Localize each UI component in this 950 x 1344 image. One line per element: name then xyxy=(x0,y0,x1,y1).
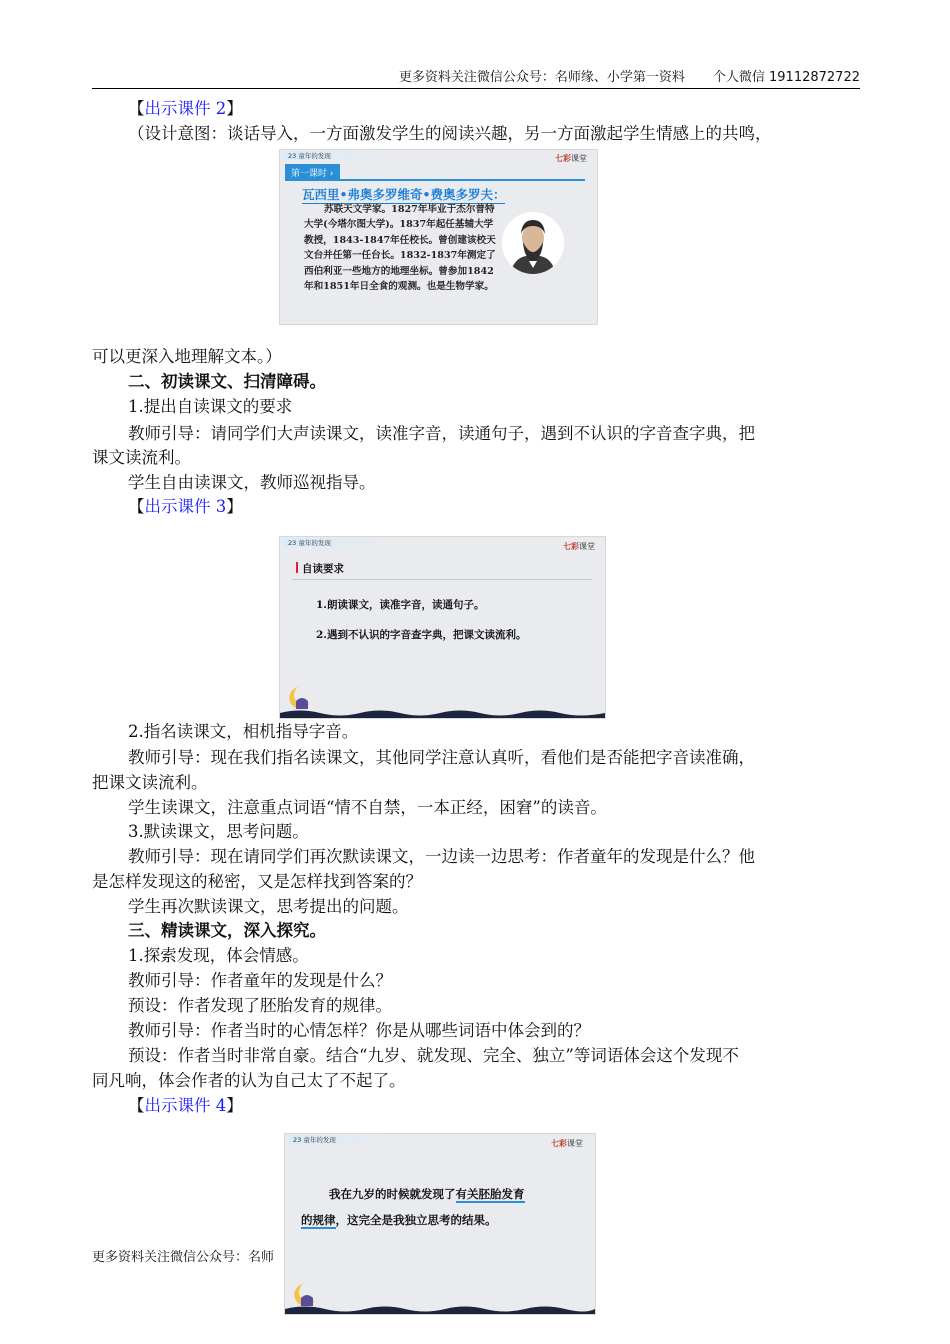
bracket-open: 【 xyxy=(128,99,145,118)
slide-topbar xyxy=(280,150,597,160)
divider xyxy=(292,579,592,580)
slide-3-line-2 xyxy=(301,1212,497,1228)
paragraph-11: 教师引导：作者童年的发现是什么？ xyxy=(128,971,392,990)
slide-3-underline-2: 的规律 xyxy=(301,1213,336,1227)
bracket-open: 【 xyxy=(128,497,145,516)
slide-2-item-1: 1.朗读课文，读准字音，读通句子。 xyxy=(316,599,485,611)
logo-main: 七彩 xyxy=(563,542,579,551)
bracket-open: 【 xyxy=(128,1096,145,1115)
paragraph-12: 预设：作者发现了胚胎发育的规律。 xyxy=(128,996,392,1015)
slide-topbar xyxy=(285,1134,595,1144)
footer-text: 更多资料关注微信公众号：名师 xyxy=(92,1250,275,1265)
logo-main: 七彩 xyxy=(551,1139,567,1148)
slide-2-heading xyxy=(296,561,344,576)
heading-bar xyxy=(296,562,298,573)
slide-topbar-title: 23 童年的发现 xyxy=(289,1135,396,1144)
paragraph-8a: 教师引导：现在请同学们再次默读课文，一边读一边思考：作者童年的发现是什么？他 xyxy=(128,847,755,866)
logo-sub: 课堂 xyxy=(579,542,595,551)
slide-3-line-1 xyxy=(329,1186,525,1202)
lesson-tag-label: 第一课时 xyxy=(291,169,328,179)
tag-underline xyxy=(285,179,585,181)
show-slide-2-label xyxy=(128,97,860,121)
slide-2-image xyxy=(280,537,605,718)
portrait-image xyxy=(502,212,564,274)
slide-topbar-title: 23 童年的发现 xyxy=(284,538,391,547)
paragraph-5b: 把课文读流利。 xyxy=(92,773,208,792)
show-slide-3-label xyxy=(128,495,860,519)
paragraph-7: 3.默读课文，思考问题。 xyxy=(128,822,309,841)
paragraph-6: 学生读课文，注意重点词语“情不自禁，一本正经，困窘”的读音。 xyxy=(128,798,607,817)
logo-sub: 课堂 xyxy=(567,1139,583,1148)
slide-logo xyxy=(555,153,587,164)
logo-main: 七彩 xyxy=(555,154,571,163)
slide-3-image xyxy=(285,1134,595,1314)
section-3-title: 三、精读课文，深入探究。 xyxy=(128,921,326,940)
paragraph-3: 学生自由读课文，教师巡视指导。 xyxy=(128,473,376,492)
show-slide-4-label xyxy=(128,1094,860,1118)
paragraph-2b: 课文读流利。 xyxy=(92,448,191,467)
show-slide-3-link[interactable]: 出示课件 3 xyxy=(144,497,227,516)
design-intent: （设计意图：谈话导入，一方面激发学生的阅读兴趣，另一方面激起学生情感上的共鸣， xyxy=(128,124,772,143)
header-text: 更多资料关注微信公众号：名师缘、小学第一资料 xyxy=(398,70,685,85)
scientist-bio: 苏联天文学家。1827年毕业于杰尔普特大学(今塔尔图大学)。1837年起任基辅大学教授，1843-1847年任校长。曾创建该校天文台并任第一任台长。1832-1837年测定了西伯利亚一些地方的地理坐标。曾参加1842年和1851年日全食的观测。也是生物学家。 xyxy=(304,204,496,293)
slide-1-image xyxy=(280,150,597,324)
paragraph-1: 1.提出自读课文的要求 xyxy=(128,397,293,416)
design-intent-end: 可以更深入地理解文本。） xyxy=(92,347,282,366)
scientist-name: 瓦西里•弗奥多罗维奇•费奥多罗夫： xyxy=(302,187,506,202)
slide-3-line-1-text: 我在九岁的时候就发现了 xyxy=(329,1187,456,1201)
paragraph-13: 教师引导：作者当时的心情怎样？你是从哪些词语中体会到的？ xyxy=(128,1021,590,1040)
slide-logo xyxy=(551,1138,583,1149)
paragraph-2a: 教师引导：请同学们大声读课文，读准字音，读通句子，遇到不认识的字音查字典，把 xyxy=(128,424,755,443)
header-wechat: 个人微信 19112872722 xyxy=(712,70,860,85)
slide-2-item-2: 2.遇到不认识的字音查字典，把课文读流利。 xyxy=(316,629,527,641)
slide-topbar xyxy=(280,537,605,547)
paragraph-14a: 预设：作者当时非常自豪。结合“九岁、就发现、完全、独立”等词语体会这个发现不 xyxy=(128,1046,739,1065)
paragraph-5a: 教师引导：现在我们指名读课文，其他同学注意认真听，看他们是否能把字音读准确， xyxy=(128,748,755,767)
paragraph-10: 1.探索发现，体会情感。 xyxy=(128,946,309,965)
portrait-icon xyxy=(502,212,564,274)
paragraph-8b: 是怎样发现这的秘密，又是怎样找到答案的？ xyxy=(92,872,422,891)
show-slide-4-link[interactable]: 出示课件 4 xyxy=(144,1096,227,1115)
wave-decoration xyxy=(285,1302,595,1314)
bracket-close: 】 xyxy=(226,99,243,118)
show-slide-2-link[interactable]: 出示课件 2 xyxy=(144,99,227,118)
paragraph-9: 学生再次默读课文，思考提出的问题。 xyxy=(128,897,409,916)
slide-3-line-2-text: ，这完全是我独立思考的结果。 xyxy=(335,1213,497,1227)
slide-logo xyxy=(563,541,595,552)
paragraph-4: 2.指名读课文，相机指导字音。 xyxy=(128,722,359,741)
wave-decoration xyxy=(280,706,605,718)
section-2-title: 二、初读课文、扫清障碍。 xyxy=(128,372,326,391)
bracket-close: 】 xyxy=(226,1096,243,1115)
slide-topbar-title: 23 童年的发现 xyxy=(284,151,391,160)
paragraph-14b: 同凡响，体会作者的认为自己太了不起了。 xyxy=(92,1071,406,1090)
slide-2-heading-text: 自读要求 xyxy=(302,563,344,575)
bracket-close: 】 xyxy=(226,497,243,516)
slide-3-underline-1: 有关胚胎发育 xyxy=(455,1187,525,1201)
chevron-right-icon: › xyxy=(329,169,334,179)
page-header xyxy=(92,66,860,89)
logo-sub: 课堂 xyxy=(571,154,587,163)
